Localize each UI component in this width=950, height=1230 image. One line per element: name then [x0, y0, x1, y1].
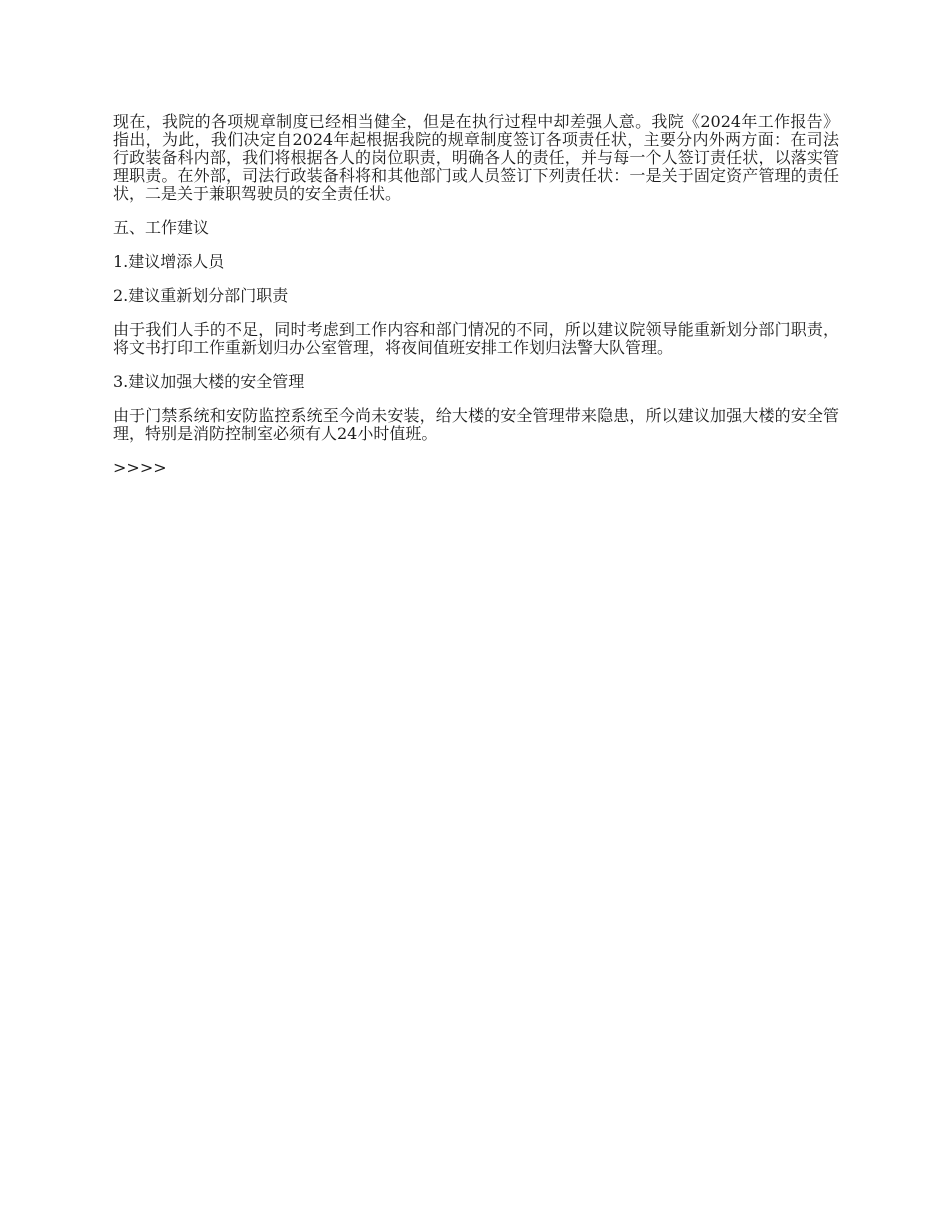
paragraph-responsibility-contracts: 现在，我院的各项规章制度已经相当健全，但是在执行过程中却差强人意。我院《2024年工作报告》指出，为此，我们决定自2024年起根据我院的规章制度签订各项责任状，主要分内外两方面：在司法行政装备科内部，我们将根据各人的岗位职责，明确各人的责任，并与每一个人签订责任状，以落实管理职责。在外部，司法行政装备科将和其他部门或人员签订下列责任状：一是关于固定资产管理的责任状，二是关于兼职驾驶员的安全责任状。	[113, 112, 839, 203]
suggestion-3-heading: 3.建议加强大楼的安全管理	[113, 372, 305, 391]
suggestion-2-heading: 2.建议重新划分部门职责	[113, 286, 289, 305]
suggestion-1-heading: 1.建议增添人员	[113, 252, 225, 271]
section-heading-work-suggestions: 五、工作建议	[113, 218, 210, 237]
suggestion-3-body: 由于门禁系统和安防监控系统至今尚未安装，给大楼的安全管理带来隐患，所以建议加强大楼的安全管理，特别是消防控制室必须有人24小时值班。	[113, 406, 839, 443]
continuation-marker: >>>>	[113, 458, 167, 477]
document-body	[113, 113, 839, 493]
suggestion-2-body: 由于我们人手的不足，同时考虑到工作内容和部门情况的不同，所以建议院领导能重新划分部门职责，将文书打印工作重新划归办公室管理，将夜间值班安排工作划归法警大队管理。	[113, 320, 839, 357]
